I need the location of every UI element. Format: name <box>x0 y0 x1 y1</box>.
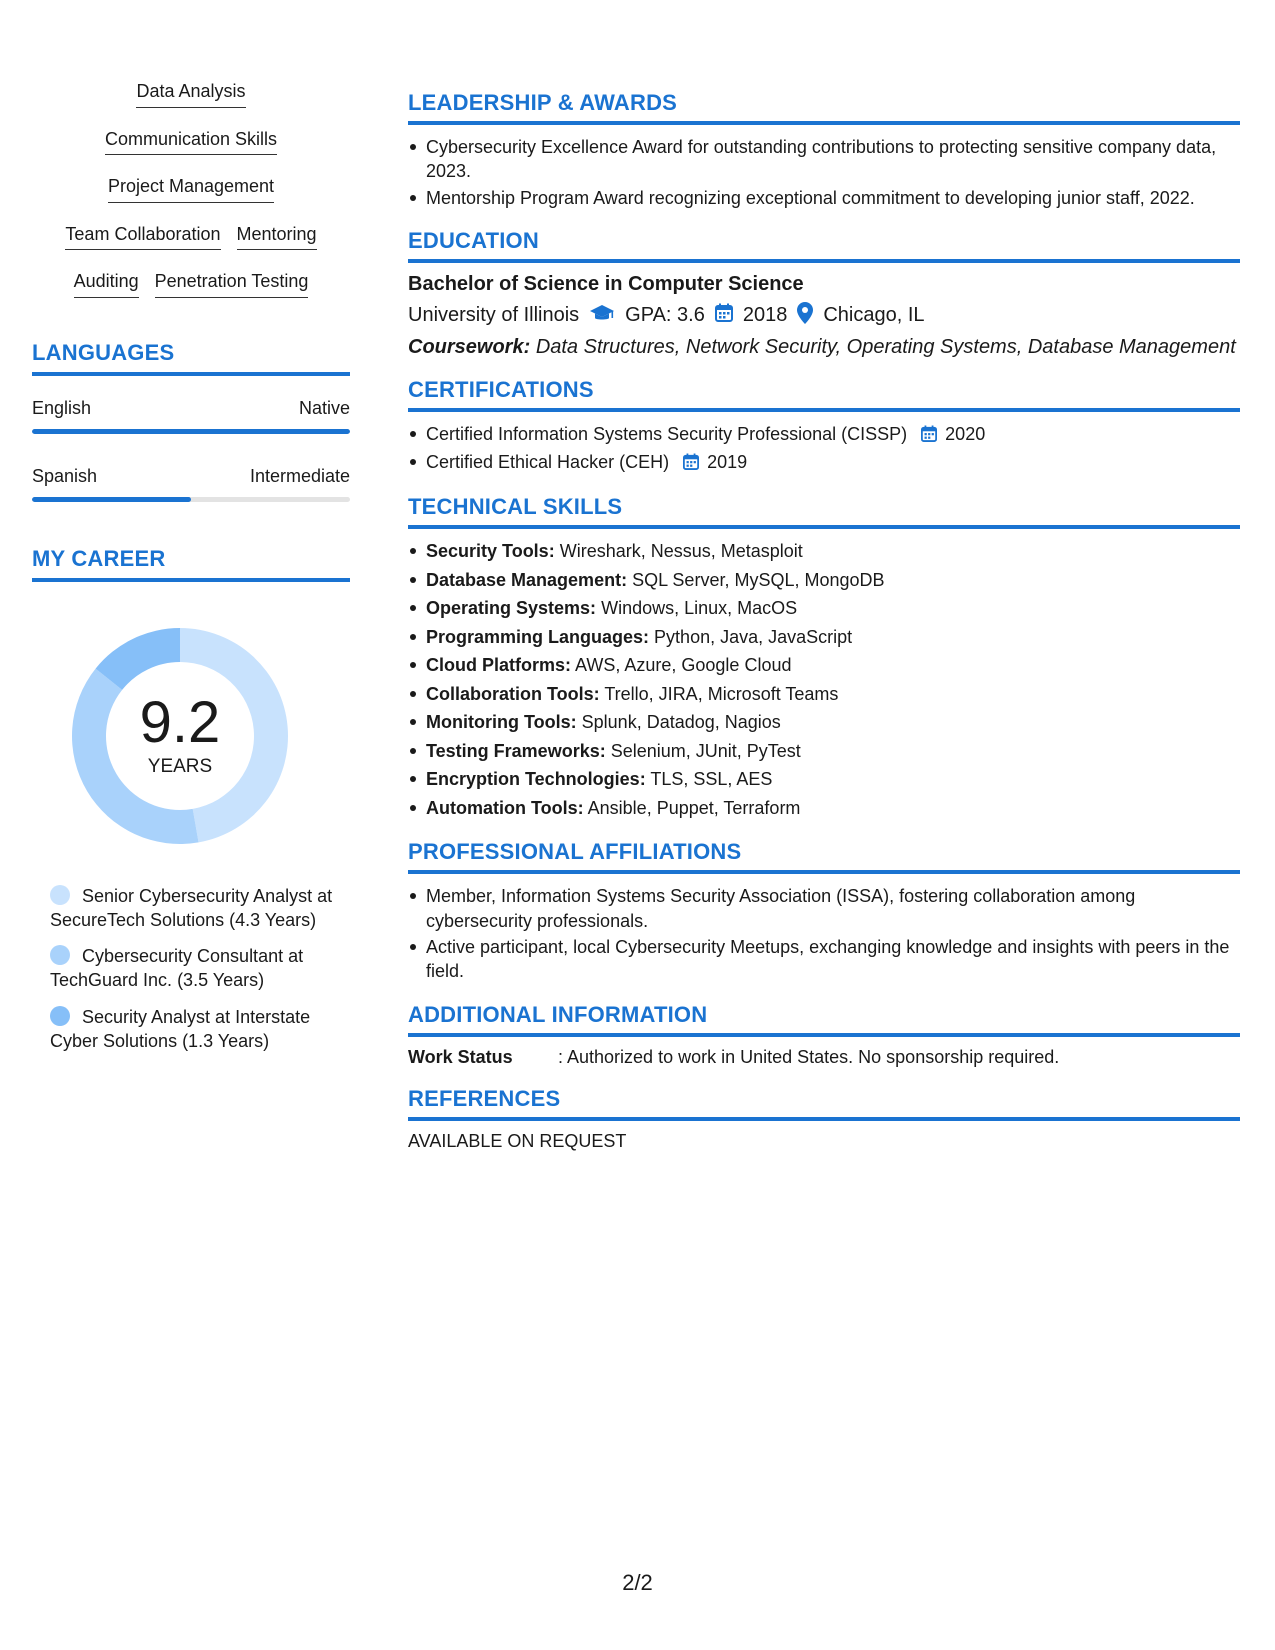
graduation-year: 2018 <box>742 304 788 327</box>
left-column <box>32 80 350 1065</box>
career-role-label: Security Analyst at Interstate Cyber Solutions (1.3 Years) <box>50 1006 311 1051</box>
skill-category: Automation Tools: <box>426 797 584 818</box>
skill-category: Database Management: <box>426 569 628 590</box>
languages-section <box>32 340 350 502</box>
skill-tag-row <box>32 270 350 298</box>
leadership-item: Cybersecurity Excellence Award for outstanding contributions to protecting sensitive company data, 2023. <box>408 135 1240 184</box>
career-legend-item <box>50 884 340 933</box>
career-heading: MY CAREER <box>32 546 350 582</box>
certification-year: 2019 <box>707 452 748 473</box>
career-donut-chart <box>66 622 294 850</box>
career-center <box>66 622 294 850</box>
skill-values: Windows, Linux, MacOS <box>601 598 798 619</box>
certifications-heading: CERTIFICATIONS <box>408 377 1240 412</box>
skill-values: AWS, Azure, Google Cloud <box>575 655 792 676</box>
certifications-section <box>408 377 1240 476</box>
skill-values: Splunk, Datadog, Nagios <box>581 712 781 733</box>
references-text: AVAILABLE ON REQUEST <box>408 1130 627 1151</box>
affiliations-section <box>408 839 1240 983</box>
language-item <box>32 398 350 434</box>
calendar-icon <box>915 422 937 448</box>
graduation-cap-icon <box>589 303 615 329</box>
technical-skill-item <box>408 682 1240 708</box>
language-bar-fill <box>32 497 191 502</box>
legend-dot <box>50 945 70 965</box>
language-list <box>32 398 350 502</box>
technical-skill-item <box>408 596 1240 622</box>
language-bar <box>32 429 350 434</box>
coursework-label: Coursework: <box>408 335 531 358</box>
work-status-row <box>408 1047 1240 1068</box>
calendar-icon <box>677 450 699 476</box>
technical-skill-item <box>408 539 1240 565</box>
map-pin-icon <box>797 302 813 330</box>
skill-category: Encryption Technologies: <box>426 769 646 790</box>
certification-year: 2020 <box>945 423 986 444</box>
education-meta <box>408 302 1240 330</box>
language-row <box>32 466 350 487</box>
certification-item <box>408 450 1240 476</box>
skill-tag-row <box>32 175 350 203</box>
leadership-section <box>408 90 1240 210</box>
affiliations-heading: PROFESSIONAL AFFILIATIONS <box>408 839 1240 874</box>
legend-dot <box>50 1006 70 1026</box>
skill-tag-row <box>32 223 350 251</box>
leadership-heading: LEADERSHIP & AWARDS <box>408 90 1240 125</box>
skill-tag: Team Collaboration <box>65 223 220 251</box>
skill-tags <box>32 80 350 298</box>
skill-values: Ansible, Puppet, Terraform <box>587 797 801 818</box>
skill-values: Selenium, JUnit, PyTest <box>610 740 801 761</box>
certification-name: Certified Ethical Hacker (CEH) <box>426 452 670 473</box>
language-level: Native <box>298 397 350 418</box>
language-name: Spanish <box>32 465 98 486</box>
skill-values: Wireshark, Nessus, Metasploit <box>559 540 803 561</box>
career-role-label: Senior Cybersecurity Analyst at SecureTech Solutions (4.3 Years) <box>50 885 333 930</box>
affiliation-item: Active participant, local Cybersecurity Meetups, exchanging knowledge and insights with peers in the field. <box>408 935 1240 984</box>
page-number: 2/2 <box>622 1570 653 1595</box>
technical-skill-item <box>408 653 1240 679</box>
additional-info-section <box>408 1002 1240 1068</box>
affiliations-list <box>408 884 1240 983</box>
skill-values: Trello, JIRA, Microsoft Teams <box>604 683 839 704</box>
career-legend-item <box>50 944 340 993</box>
skill-values: TLS, SSL, AES <box>650 769 773 790</box>
coursework-value: Data Structures, Network Security, Operating Systems, Database Management <box>535 335 1236 358</box>
language-bar-fill <box>32 429 350 434</box>
technical-skills-list <box>408 539 1240 821</box>
skill-category: Operating Systems: <box>426 598 597 619</box>
skill-tag: Data Analysis <box>136 80 245 108</box>
calendar-icon <box>715 303 733 328</box>
technical-skill-item <box>408 568 1240 594</box>
references-heading: REFERENCES <box>408 1086 1240 1121</box>
affiliation-item: Member, Information Systems Security Association (ISSA), fostering collaboration among cybersecurity professionals. <box>408 884 1240 933</box>
career-unit: YEARS <box>147 755 213 777</box>
certification-line <box>426 450 747 476</box>
coursework <box>408 336 1240 359</box>
gpa: GPA: 3.6 <box>625 304 705 327</box>
language-level: Intermediate <box>249 465 350 486</box>
skill-values: Python, Java, JavaScript <box>654 626 853 647</box>
technical-skill-item <box>408 710 1240 736</box>
certification-line <box>426 422 985 448</box>
skill-category: Programming Languages: <box>426 626 650 647</box>
leadership-item: Mentorship Program Award recognizing exceptional commitment to developing junior staff, 2022. <box>408 186 1240 210</box>
career-total-years: 9.2 <box>139 689 221 755</box>
skill-tag: Mentoring <box>237 223 317 251</box>
skill-category: Collaboration Tools: <box>426 683 600 704</box>
certification-list <box>408 422 1240 476</box>
references-section <box>408 1086 1240 1152</box>
skill-category: Monitoring Tools: <box>426 712 577 733</box>
location: Chicago, IL <box>823 304 925 327</box>
right-column <box>408 90 1240 1170</box>
degree-title: Bachelor of Science in Computer Science <box>408 272 804 295</box>
skill-tag: Communication Skills <box>105 128 277 156</box>
certification-name: Certified Information Systems Security Professional (CISSP) <box>426 423 908 444</box>
technical-skill-item <box>408 796 1240 822</box>
skill-category: Security Tools: <box>426 540 555 561</box>
career-section <box>32 546 350 1054</box>
education-section <box>408 228 1240 359</box>
technical-skills-heading: TECHNICAL SKILLS <box>408 494 1240 529</box>
career-role-label: Cybersecurity Consultant at TechGuard Inc. (3.5 Years) <box>50 946 304 991</box>
language-bar <box>32 497 350 502</box>
skill-tag-row <box>32 80 350 108</box>
language-item <box>32 466 350 502</box>
school-name: University of Illinois <box>408 304 580 327</box>
skill-tag: Project Management <box>108 175 274 203</box>
work-status-value: : Authorized to work in United States. No sponsorship required. <box>558 1046 1060 1067</box>
technical-skill-item <box>408 625 1240 651</box>
skill-category: Cloud Platforms: <box>426 655 572 676</box>
additional-info-heading: ADDITIONAL INFORMATION <box>408 1002 1240 1037</box>
technical-skills-section <box>408 494 1240 821</box>
technical-skill-item <box>408 739 1240 765</box>
skill-category: Testing Frameworks: <box>426 740 606 761</box>
skill-tag: Penetration Testing <box>155 270 309 298</box>
education-heading: EDUCATION <box>408 228 1240 263</box>
skill-values: SQL Server, MySQL, MongoDB <box>632 569 885 590</box>
language-name: English <box>32 397 92 418</box>
career-legend-item <box>50 1005 340 1054</box>
career-legend <box>50 884 340 1054</box>
work-status-key: Work Status <box>408 1046 513 1067</box>
certification-item <box>408 422 1240 448</box>
skill-tag-row <box>32 128 350 156</box>
skill-tag: Auditing <box>74 270 139 298</box>
technical-skill-item <box>408 767 1240 793</box>
legend-dot <box>50 885 70 905</box>
languages-heading: LANGUAGES <box>32 340 350 376</box>
language-row <box>32 398 350 419</box>
leadership-list <box>408 135 1240 210</box>
